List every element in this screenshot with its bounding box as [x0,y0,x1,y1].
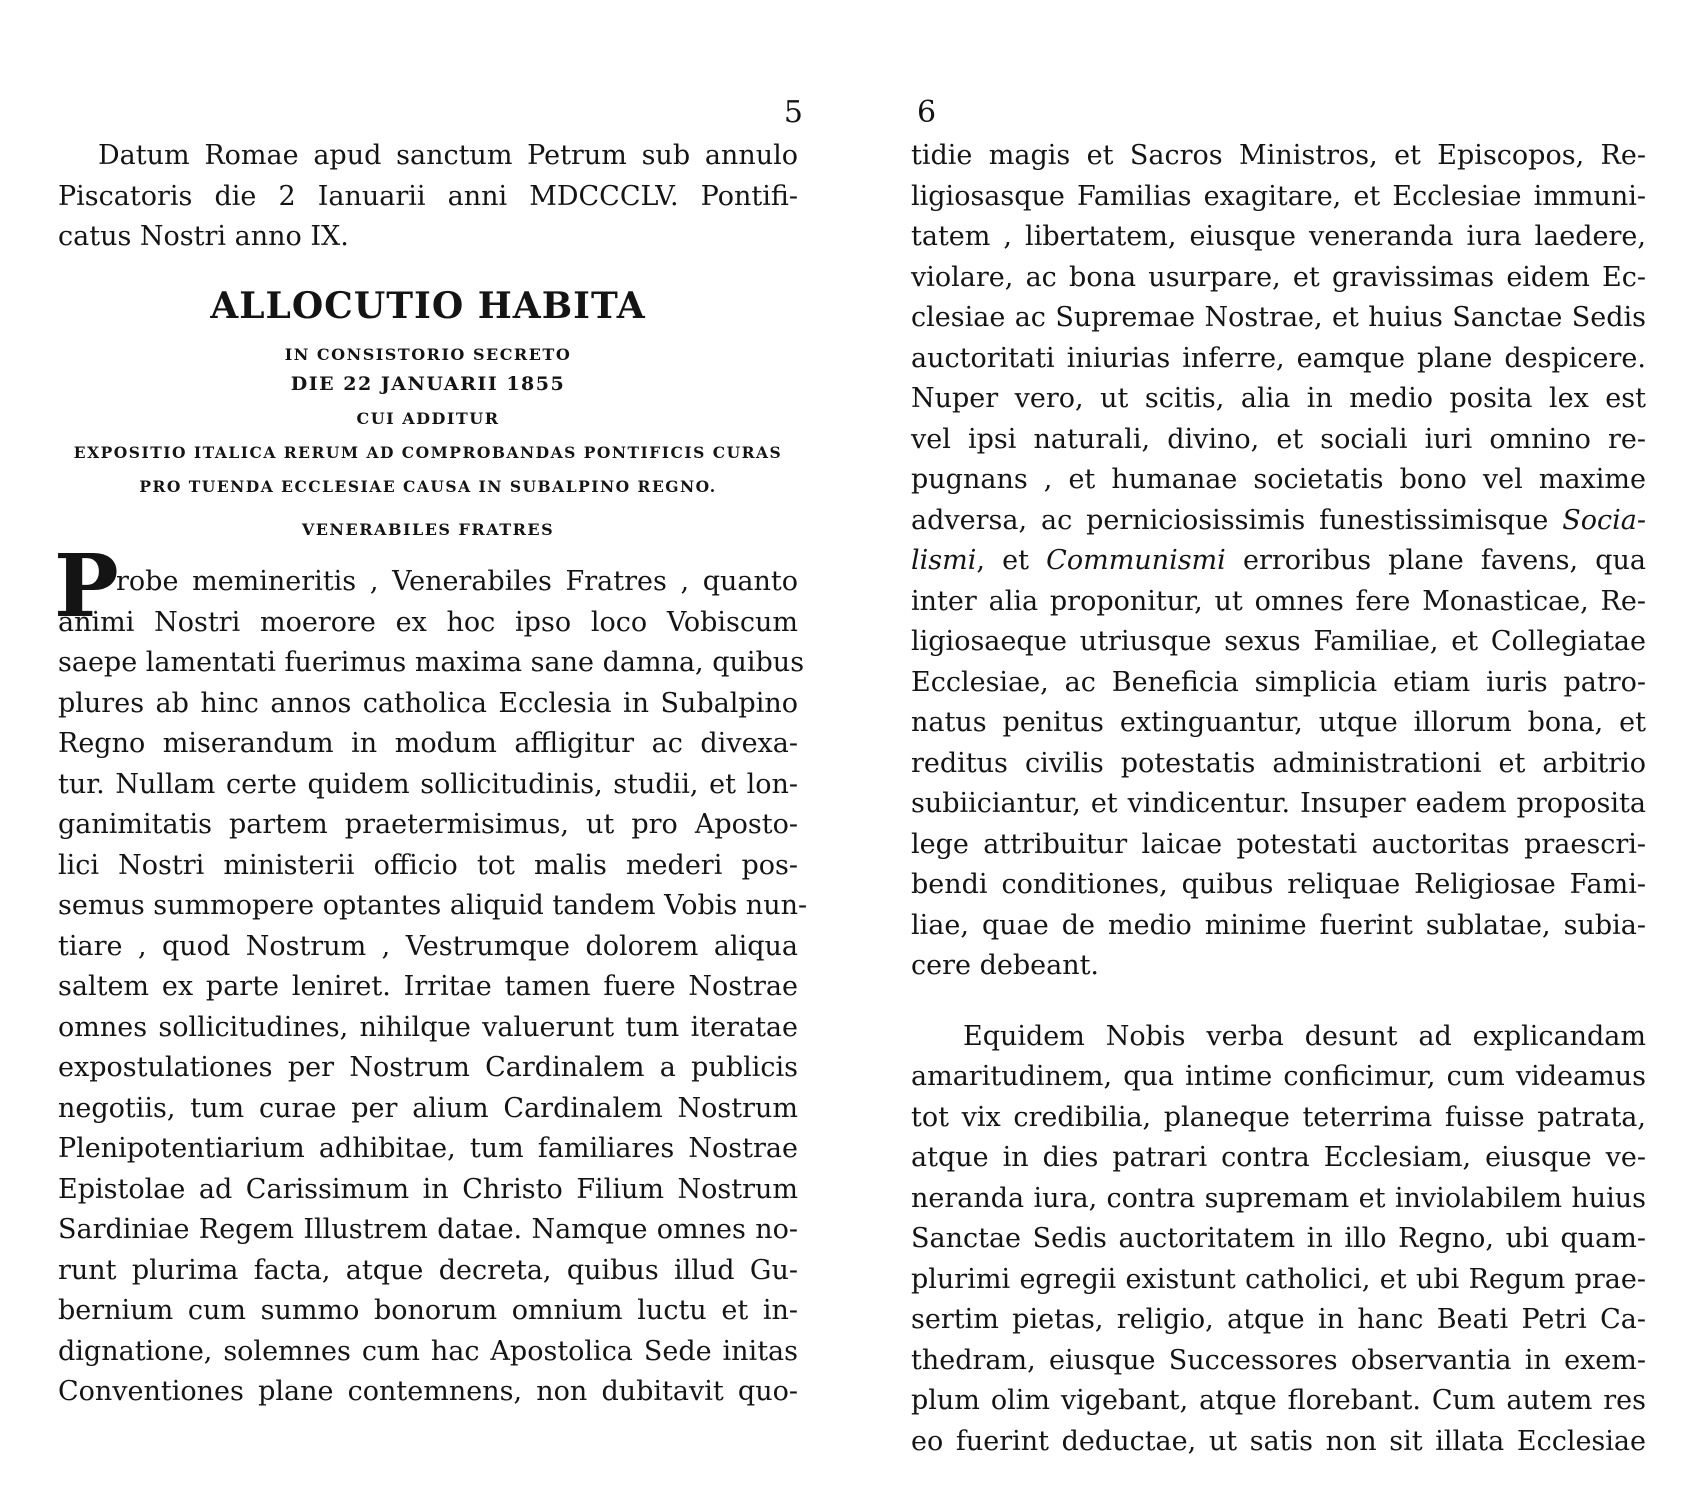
body-line-communismi [911,541,1646,582]
italic-word: Socia- [1562,504,1646,536]
drop-cap: P [54,536,119,637]
body-line: Sanctae Sedis auctoritatem in illo Regno, ubi quam- [911,1223,1646,1254]
body-line: plurimi egregii existunt catholici, et ubi Regum prae- [911,1263,1646,1295]
body-line: Sardiniae Regem Illustrem datae. Namque omnes no- [58,1214,798,1245]
body-line: neranda iura, contra supremam et inviolabilem huius [911,1182,1646,1214]
body-line: plum olim vigebant, atque florebant. Cum autem res [911,1385,1646,1416]
body-line: robe memineritis , Venerabiles Fratres , quanto [116,566,798,597]
body-line: tot vix credibilia, planeque teterrima fuisse patrata, [911,1101,1646,1133]
body-line: bernium cum summo bonorum omnium luctu et in- [58,1295,798,1326]
body-line: plures ab hinc annos catholica Ecclesia in Subalpino [58,687,798,719]
body-line: eo fuerint deductae, ut satis non sit illata Ecclesiae [911,1425,1646,1457]
body-line: vel ipsi naturali, divino, et sociali iuri omnino re- [911,423,1646,455]
body-line: thedram, eiusque Successores observantia in exem- [911,1344,1646,1376]
body-line: ligiosasque Familias exagitare, et Ecclesiae immuni- [911,180,1646,212]
body-line: dignatione, solemnes cum hac Apostolica Sede initas [58,1335,798,1367]
body-line: ligiosaeque utriusque sexus Familiae, et Collegiatae [911,626,1646,657]
page-number-left: 5 [783,95,803,130]
body-line: omnes sollicitudines, nihilque valuerunt tum iteratae [58,1011,798,1043]
body-line: pugnans , et humanae societatis bono vel maxime [911,464,1646,495]
allocution-body-right [911,136,1646,1462]
heading-line-expositio: EXPOSITIO ITALICA RERUM AD COMPROBANDAS PONTIFICIS CURAS [73,443,783,462]
italic-word: lismi [911,545,977,576]
body-line: clesiae ac Supremae Nostrae, et huius Sanctae Sedis [911,302,1646,333]
allocution-title: ALLOCUTIO HABITA [210,285,646,327]
datum-line: Datum Romae apud sanctum Petrum sub annulo [98,140,798,171]
datum-paragraph [58,136,798,258]
body-text: erroribus plane favens, qua [1243,545,1646,576]
body-line: reditus civilis potestatis administrationi et arbitrio [911,747,1646,779]
body-line: Regno miserandum in modum affligitur ac divexa- [58,728,798,759]
body-line: Conventiones plane contemnens, non dubitavit quo- [58,1376,798,1407]
body-line: auctoritati iniurias inferre, eamque plane despicere. [911,342,1646,374]
body-line: Epistolae ad Carissimum in Christo Filium Nostrum [58,1173,798,1205]
body-line: subiiciantur, et vindicentur. Insuper eadem proposita [911,788,1646,819]
body-line: natus penitus extinguantur, utque illorum bona, et [911,707,1646,738]
body-line-socialismi [911,501,1646,542]
page-number-right: 6 [917,95,937,130]
body-line: Plenipotentiarium adhibitae, tum familiares Nostrae [58,1133,798,1164]
heading-line-regno: PRO TUENDA ECCLESIAE CAUSA IN SUBALPINO REGNO. [139,477,717,496]
italic-word: Communismi [1046,545,1226,576]
right-page [849,0,1698,1500]
body-line: Nuper vero, ut scitis, alia in medio posita lex est [911,383,1646,414]
heading-line-consistory: IN CONSISTORIO SECRETO [284,345,572,364]
body-line: tidie magis et Sacros Ministros, et Episcopos, Re- [911,140,1646,171]
body-line: lici Nostri ministerii officio tot malis mederi pos- [58,849,798,881]
body-line: negotiis, tum curae per alium Cardinalem Nostrum [58,1092,798,1124]
body-line: tur. Nullam certe quidem sollicitudinis, studii, et lon- [58,768,798,800]
body-line: sertim pietas, religio, atque in hanc Beati Petri Ca- [911,1304,1646,1335]
allocution-body-left [54,536,808,1413]
body-line: inter alia proponitur, ut omnes fere Monasticae, Re- [911,585,1646,617]
datum-line: catus Nostri anno IX. [58,221,349,252]
body-line: violare, ac bona usurpare, et gravissimas eidem Ec- [911,261,1646,293]
body-line: Equidem Nobis verba desunt ad explicandam [963,1020,1646,1052]
body-line: lege attribuitur laicae potestati auctoritas praescri- [911,828,1646,860]
body-line: ganimitatis partem praetermisimus, ut pro Aposto- [58,809,798,840]
body-line: Ecclesiae, ac Beneficia simplicia etiam iuris patro- [911,666,1646,698]
body-line: tiare , quod Nostrum , Vestrumque dolorem aliqua [58,930,798,962]
body-line: amaritudinem, qua intime conficimur, cum videamus [911,1061,1646,1092]
body-line: atque in dies patrari contra Ecclesiam, eiusque ve- [911,1142,1646,1173]
body-text: , et [976,545,1029,576]
heading-line-additur: CUI ADDITUR [356,409,500,428]
body-text: adversa, ac perniciosissimis funestissimisque [911,504,1549,536]
heading-line-date: DIE 22 JANUARII 1855 [290,373,566,395]
body-line: bendi conditiones, quibus reliquae Religiosae Fami- [911,869,1646,900]
body-line: semus summopere optantes aliquid tandem Vobis nun- [58,890,808,921]
body-line: animi Nostri moerore ex hoc ipso loco Vobiscum [58,606,798,638]
datum-line: Piscatoris die 2 Ianuarii anni MDCCCLV. Pontifi- [58,180,798,212]
salutation: VENERABILES FRATRES [301,520,555,539]
body-line: cere debeant. [911,950,1100,981]
body-line: runt plurima facta, atque decreta, quibus illud Gu- [58,1254,798,1286]
body-line: expostulationes per Nostrum Cardinalem a publicis [58,1052,798,1083]
body-line: liae, quae de medio minime fuerint sublatae, subia- [911,909,1646,941]
body-line: saltem ex parte leniret. Irritae tamen fuere Nostrae [58,971,798,1002]
body-line: saepe lamentati fuerimus maxima sane damna, quibus [58,647,805,678]
paragraph-gap [911,987,1646,1017]
body-line: tatem , libertatem, eiusque veneranda iura laedere, [911,221,1646,252]
